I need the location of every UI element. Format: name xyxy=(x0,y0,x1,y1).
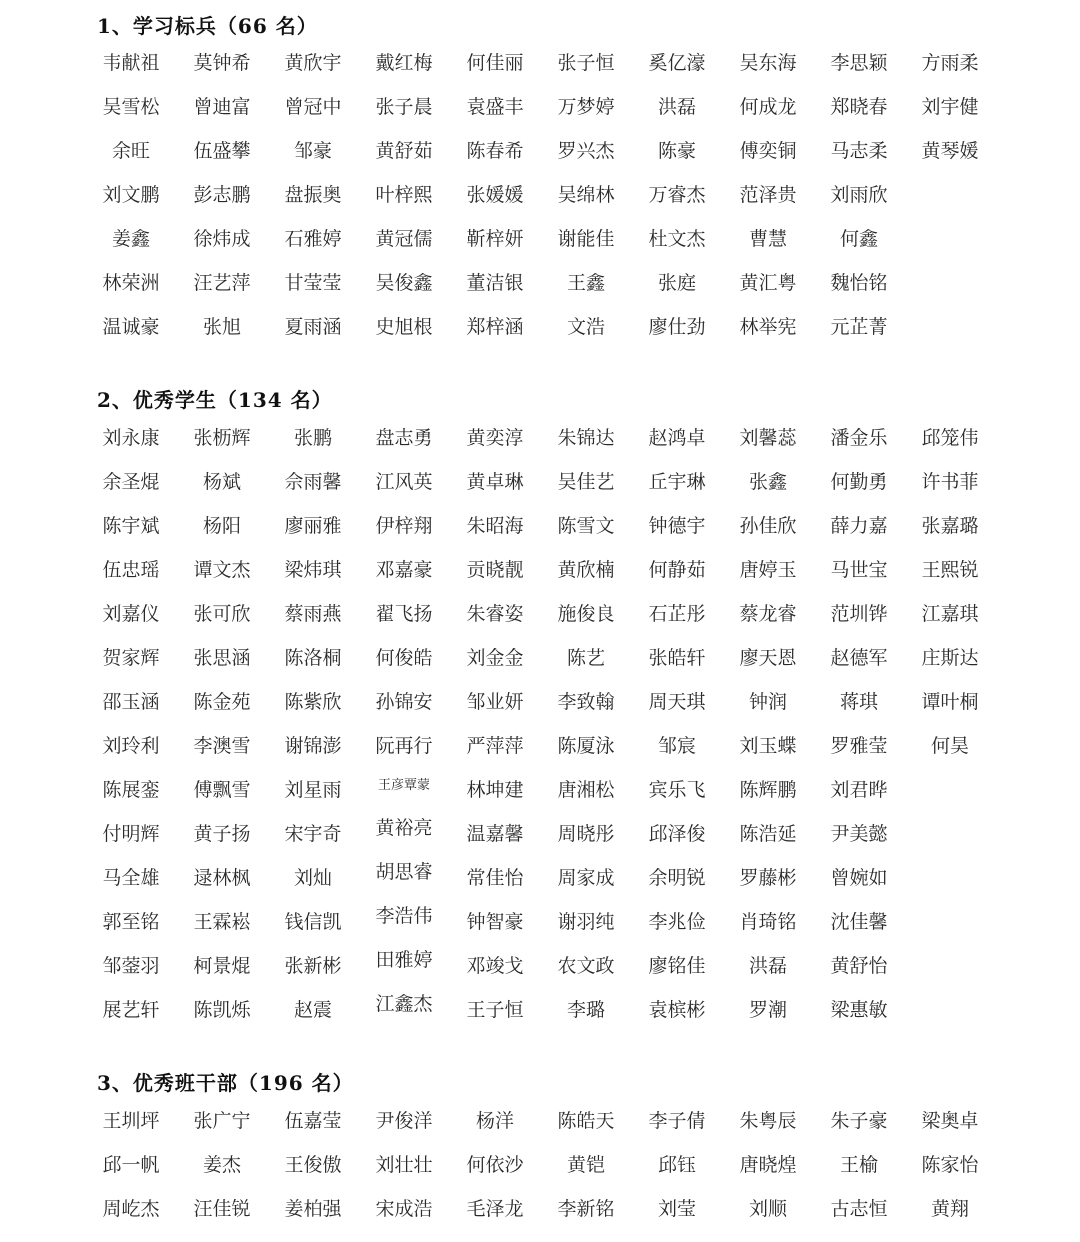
name-row xyxy=(0,1194,1080,1224)
student-name: 姜鑫 xyxy=(111,228,150,250)
student-name: 伍嘉莹 xyxy=(284,1110,342,1132)
name-row xyxy=(0,863,1080,893)
student-name: 邱泽俊 xyxy=(648,823,706,845)
student-name: 朱粤辰 xyxy=(739,1110,797,1132)
student-name: 元芷菁 xyxy=(830,316,888,338)
student-name: 李浩伟 xyxy=(375,905,433,927)
student-name: 史旭根 xyxy=(375,316,433,338)
student-name: 余旺 xyxy=(111,140,150,162)
student-name: 邹蓥羽 xyxy=(102,955,160,977)
student-name: 甘莹莹 xyxy=(284,272,342,294)
student-name: 马世宝 xyxy=(830,559,888,581)
student-name: 宾乐飞 xyxy=(648,779,706,801)
student-name: 张可欣 xyxy=(193,603,251,625)
student-name: 吴俊鑫 xyxy=(375,272,433,294)
student-name: 王榆 xyxy=(839,1154,878,1176)
student-name: 阮再行 xyxy=(375,735,433,757)
student-name: 黄欣楠 xyxy=(557,559,615,581)
section-title: 3、优秀班干部（196 名） xyxy=(97,1071,354,1095)
student-name: 陈紫欣 xyxy=(284,691,342,713)
student-name: 张皓轩 xyxy=(648,647,706,669)
name-row xyxy=(0,995,1080,1025)
student-name: 万梦婷 xyxy=(557,96,615,118)
student-name: 江鑫杰 xyxy=(375,993,433,1015)
name-row xyxy=(0,136,1080,166)
student-name: 何依沙 xyxy=(466,1154,524,1176)
name-row xyxy=(0,731,1080,761)
student-name: 贡晓靓 xyxy=(466,559,524,581)
name-row xyxy=(0,555,1080,585)
student-name: 柯景焜 xyxy=(193,955,251,977)
student-name: 赵鸿卓 xyxy=(648,427,706,449)
student-name: 唐湘松 xyxy=(557,779,615,801)
student-name: 韦献祖 xyxy=(102,52,160,74)
student-name: 汪佳锐 xyxy=(193,1198,251,1220)
student-name: 吴东海 xyxy=(739,52,797,74)
student-name: 翟飞扬 xyxy=(375,603,433,625)
student-name: 朱子豪 xyxy=(830,1110,888,1132)
student-name: 尹美懿 xyxy=(830,823,888,845)
student-name: 袁盛丰 xyxy=(466,96,524,118)
student-name: 黄裕亮 xyxy=(375,817,433,839)
student-name: 邓嘉豪 xyxy=(375,559,433,581)
name-row xyxy=(0,224,1080,254)
student-name: 洪磊 xyxy=(748,955,787,977)
student-name: 林举宪 xyxy=(739,316,797,338)
student-name: 刘馨蕊 xyxy=(739,427,797,449)
name-row xyxy=(0,775,1080,805)
student-name: 周天琪 xyxy=(648,691,706,713)
student-name: 曾迪富 xyxy=(193,96,251,118)
student-name: 王熙锐 xyxy=(921,559,979,581)
student-name: 朱昭海 xyxy=(466,515,524,537)
student-name: 蔡雨燕 xyxy=(284,603,342,625)
student-name: 文浩 xyxy=(566,316,605,338)
student-name: 薛力嘉 xyxy=(830,515,888,537)
student-name: 张嘉璐 xyxy=(921,515,979,537)
student-name: 陈艺 xyxy=(566,647,605,669)
student-name: 钟润 xyxy=(748,691,787,713)
student-name: 胡思睿 xyxy=(375,861,433,883)
student-name: 陈展銮 xyxy=(102,779,160,801)
student-name: 许书菲 xyxy=(921,471,979,493)
student-name: 周屹杰 xyxy=(102,1198,160,1220)
student-name: 贺家辉 xyxy=(102,647,160,669)
student-name: 杨阳 xyxy=(202,515,241,537)
student-name: 刘文鹏 xyxy=(102,184,160,206)
student-name: 何鑫 xyxy=(839,228,878,250)
name-row xyxy=(0,48,1080,78)
student-name: 刘顺 xyxy=(748,1198,787,1220)
section-title: 1、学习标兵（66 名） xyxy=(97,14,318,38)
student-name: 李璐 xyxy=(566,999,605,1021)
student-name: 庄斯达 xyxy=(921,647,979,669)
student-name: 郭至铭 xyxy=(102,911,160,933)
student-name: 杨斌 xyxy=(202,471,241,493)
student-name: 张新彬 xyxy=(284,955,342,977)
student-name: 谭叶桐 xyxy=(921,691,979,713)
student-name: 曹慧 xyxy=(748,228,787,250)
name-row xyxy=(0,511,1080,541)
student-name: 罗潮 xyxy=(748,999,787,1021)
name-row xyxy=(0,907,1080,937)
student-name: 逯林枫 xyxy=(193,867,251,889)
name-row xyxy=(0,180,1080,210)
student-name: 魏怡铭 xyxy=(830,272,888,294)
student-name: 谢锦澎 xyxy=(284,735,342,757)
student-name: 曾冠中 xyxy=(284,96,342,118)
student-name: 廖铭佳 xyxy=(648,955,706,977)
student-name: 彭志鹏 xyxy=(193,184,251,206)
student-name: 陈春希 xyxy=(466,140,524,162)
student-name: 张鑫 xyxy=(748,471,787,493)
student-name: 刘君晔 xyxy=(830,779,888,801)
student-name: 李思颖 xyxy=(830,52,888,74)
student-name: 方雨柔 xyxy=(921,52,979,74)
student-name: 杨洋 xyxy=(475,1110,514,1132)
student-name: 黄舒茹 xyxy=(375,140,433,162)
student-name: 李致翰 xyxy=(557,691,615,713)
student-name: 洪磊 xyxy=(657,96,696,118)
student-name: 邓竣戈 xyxy=(466,955,524,977)
student-name: 靳梓妍 xyxy=(466,228,524,250)
student-name: 张思涵 xyxy=(193,647,251,669)
student-name: 刘莹 xyxy=(657,1198,696,1220)
student-name: 朱睿姿 xyxy=(466,603,524,625)
student-name: 伍忠瑶 xyxy=(102,559,160,581)
student-name: 谭文杰 xyxy=(193,559,251,581)
student-name: 吴雪松 xyxy=(102,96,160,118)
name-row xyxy=(0,687,1080,717)
student-name: 姜杰 xyxy=(202,1154,241,1176)
student-name: 蒋琪 xyxy=(839,691,878,713)
student-name: 唐婷玉 xyxy=(739,559,797,581)
student-name: 江风英 xyxy=(375,471,433,493)
student-name: 何昊 xyxy=(930,735,969,757)
student-name: 施俊良 xyxy=(557,603,615,625)
name-row xyxy=(0,423,1080,453)
student-name: 廖丽雅 xyxy=(284,515,342,537)
student-name: 张枥辉 xyxy=(193,427,251,449)
student-name: 黄舒怡 xyxy=(830,955,888,977)
student-name: 伍盛攀 xyxy=(193,140,251,162)
student-name: 吴佳艺 xyxy=(557,471,615,493)
student-name: 赵德军 xyxy=(830,647,888,669)
student-name: 谢羽纯 xyxy=(557,911,615,933)
student-name: 丘宇琳 xyxy=(648,471,706,493)
student-name: 邹业妍 xyxy=(466,691,524,713)
name-row xyxy=(0,268,1080,298)
student-name: 常佳怡 xyxy=(466,867,524,889)
student-name: 温嘉馨 xyxy=(466,823,524,845)
student-name: 陈宇斌 xyxy=(102,515,160,537)
student-name: 盘振奥 xyxy=(284,184,342,206)
student-name: 沈佳馨 xyxy=(830,911,888,933)
student-name: 严萍萍 xyxy=(466,735,524,757)
student-name: 徐炜成 xyxy=(193,228,251,250)
student-name: 邱一帆 xyxy=(102,1154,160,1176)
student-name: 展艺轩 xyxy=(102,999,160,1021)
student-name: 朱锦达 xyxy=(557,427,615,449)
student-name: 王俊傲 xyxy=(284,1154,342,1176)
student-name: 罗雅莹 xyxy=(830,735,888,757)
name-row xyxy=(0,599,1080,629)
student-name: 董洁银 xyxy=(466,272,524,294)
name-row xyxy=(0,643,1080,673)
student-name: 陈豪 xyxy=(657,140,696,162)
student-name: 肖琦铭 xyxy=(739,911,797,933)
student-name: 张庭 xyxy=(657,272,696,294)
student-name: 何勤勇 xyxy=(830,471,888,493)
student-name: 王子恒 xyxy=(466,999,524,1021)
student-name: 邱钰 xyxy=(657,1154,696,1176)
student-name: 蔡龙睿 xyxy=(739,603,797,625)
student-name: 戴红梅 xyxy=(375,52,433,74)
student-name: 陈洛桐 xyxy=(284,647,342,669)
student-name: 郑晓春 xyxy=(830,96,888,118)
section-title: 2、优秀学生（134 名） xyxy=(97,388,333,412)
student-name: 梁炜琪 xyxy=(284,559,342,581)
name-row xyxy=(0,92,1080,122)
student-name: 钱信凯 xyxy=(284,911,342,933)
student-name: 姜柏强 xyxy=(284,1198,342,1220)
student-name: 付明辉 xyxy=(102,823,160,845)
student-name: 刘星雨 xyxy=(284,779,342,801)
student-name: 邵玉涵 xyxy=(102,691,160,713)
student-name: 黄铠 xyxy=(566,1154,605,1176)
student-name: 刘雨欣 xyxy=(830,184,888,206)
student-name: 张鹏 xyxy=(293,427,332,449)
student-name: 黄汇粤 xyxy=(739,272,797,294)
student-name: 邹豪 xyxy=(293,140,332,162)
student-name: 何佳丽 xyxy=(466,52,524,74)
student-name: 宋宇奇 xyxy=(284,823,342,845)
student-name: 农文政 xyxy=(557,955,615,977)
student-name: 黄卓琳 xyxy=(466,471,524,493)
student-name: 曾婉如 xyxy=(830,867,888,889)
student-name: 王圳坪 xyxy=(102,1110,160,1132)
student-name: 刘金金 xyxy=(466,647,524,669)
student-name: 张子晨 xyxy=(375,96,433,118)
student-name: 袁槟彬 xyxy=(648,999,706,1021)
student-name: 余圣焜 xyxy=(102,471,160,493)
student-name: 范圳铧 xyxy=(830,603,888,625)
student-name: 周家成 xyxy=(557,867,615,889)
student-name: 盘志勇 xyxy=(375,427,433,449)
student-name: 李兆俭 xyxy=(648,911,706,933)
student-name: 梁奥卓 xyxy=(921,1110,979,1132)
student-name: 田雅婷 xyxy=(375,949,433,971)
student-name: 黄欣宇 xyxy=(284,52,342,74)
student-name: 钟智豪 xyxy=(466,911,524,933)
student-name: 夏雨涵 xyxy=(284,316,342,338)
student-name: 唐晓煌 xyxy=(739,1154,797,1176)
student-name: 傅奕铜 xyxy=(739,140,797,162)
student-name: 周晓彤 xyxy=(557,823,615,845)
name-row xyxy=(0,467,1080,497)
student-name: 罗兴杰 xyxy=(557,140,615,162)
student-name: 奚亿濠 xyxy=(648,52,706,74)
student-name: 孙佳欣 xyxy=(739,515,797,537)
student-name: 吴绵林 xyxy=(557,184,615,206)
student-name: 刘永康 xyxy=(102,427,160,449)
student-name: 林荣洲 xyxy=(102,272,160,294)
student-name: 温诚豪 xyxy=(102,316,160,338)
student-name: 毛泽龙 xyxy=(466,1198,524,1220)
student-name: 范泽贵 xyxy=(739,184,797,206)
name-row xyxy=(0,951,1080,981)
student-name: 刘嘉仪 xyxy=(102,603,160,625)
student-name: 刘灿 xyxy=(293,867,332,889)
student-name: 邹宸 xyxy=(657,735,696,757)
student-name: 郑梓涵 xyxy=(466,316,524,338)
student-name: 马全雄 xyxy=(102,867,160,889)
student-name: 何成龙 xyxy=(739,96,797,118)
student-name: 王霖崧 xyxy=(193,911,251,933)
student-name: 赵震 xyxy=(293,999,332,1021)
student-name: 尹俊洋 xyxy=(375,1110,433,1132)
student-name: 李新铭 xyxy=(557,1198,615,1220)
student-name: 黄翔 xyxy=(930,1198,969,1220)
student-name: 廖仕劲 xyxy=(648,316,706,338)
student-name: 江嘉琪 xyxy=(921,603,979,625)
student-name: 张子恒 xyxy=(557,52,615,74)
student-name: 宋成浩 xyxy=(375,1198,433,1220)
student-name: 陈凯烁 xyxy=(193,999,251,1021)
student-name: 廖天恩 xyxy=(739,647,797,669)
student-name: 佘雨馨 xyxy=(284,471,342,493)
student-name: 谢能佳 xyxy=(557,228,615,250)
student-name: 孙锦安 xyxy=(375,691,433,713)
student-name: 叶梓熙 xyxy=(375,184,433,206)
student-name: 陈皓天 xyxy=(557,1110,615,1132)
student-name: 陈雪文 xyxy=(557,515,615,537)
student-name: 林坤建 xyxy=(466,779,524,801)
student-name: 何俊皓 xyxy=(375,647,433,669)
student-name: 李子倩 xyxy=(648,1110,706,1132)
name-row xyxy=(0,312,1080,342)
student-name: 刘玲利 xyxy=(102,735,160,757)
student-name: 何静茹 xyxy=(648,559,706,581)
student-name: 莫钟希 xyxy=(193,52,251,74)
student-name: 陈金苑 xyxy=(193,691,251,713)
name-row xyxy=(0,1106,1080,1136)
student-name: 伊梓翔 xyxy=(375,515,433,537)
student-name: 傅飘雪 xyxy=(193,779,251,801)
student-name: 古志恒 xyxy=(830,1198,888,1220)
student-name: 陈家怡 xyxy=(921,1154,979,1176)
student-name: 钟德宇 xyxy=(648,515,706,537)
student-name: 张旭 xyxy=(202,316,241,338)
name-row xyxy=(0,1150,1080,1180)
student-name: 陈厦泳 xyxy=(557,735,615,757)
student-name: 陈辉鹏 xyxy=(739,779,797,801)
student-name: 张媛媛 xyxy=(466,184,524,206)
student-name: 黄冠儒 xyxy=(375,228,433,250)
student-name: 王彦覃蒙 xyxy=(377,778,430,793)
student-name: 潘金乐 xyxy=(830,427,888,449)
student-name: 汪艺萍 xyxy=(193,272,251,294)
student-name: 王鑫 xyxy=(566,272,605,294)
student-name: 张广宁 xyxy=(193,1110,251,1132)
student-name: 罗藤彬 xyxy=(739,867,797,889)
student-name: 余明锐 xyxy=(648,867,706,889)
student-name: 黄奕淳 xyxy=(466,427,524,449)
student-name: 杜文杰 xyxy=(648,228,706,250)
student-name: 李澳雪 xyxy=(193,735,251,757)
student-name: 石芷彤 xyxy=(648,603,706,625)
student-name: 万睿杰 xyxy=(648,184,706,206)
name-row xyxy=(0,819,1080,849)
student-name: 刘宇健 xyxy=(921,96,979,118)
student-name: 刘玉蝶 xyxy=(739,735,797,757)
student-name: 黄子扬 xyxy=(193,823,251,845)
student-name: 梁惠敏 xyxy=(830,999,888,1021)
student-name: 石雅婷 xyxy=(284,228,342,250)
student-name: 邱笼伟 xyxy=(921,427,979,449)
student-name: 刘壮壮 xyxy=(375,1154,433,1176)
student-name: 马志柔 xyxy=(830,140,888,162)
student-name: 陈浩延 xyxy=(739,823,797,845)
student-name: 黄琴媛 xyxy=(921,140,979,162)
